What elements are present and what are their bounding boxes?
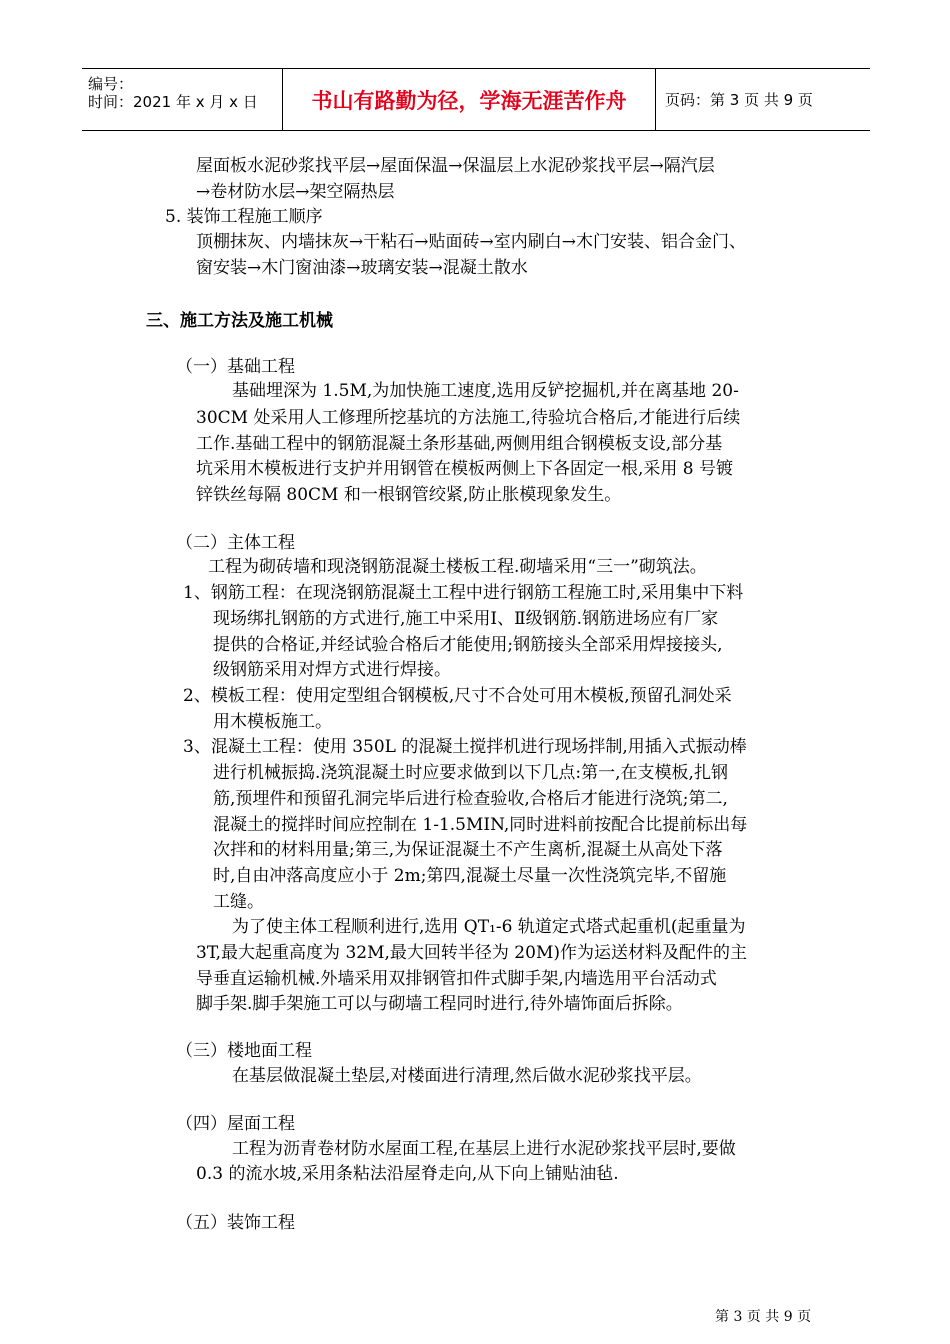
subsection-heading: （四）屋面工程: [176, 1114, 295, 1134]
body-line: 混凝土的搅拌时间应控制在 1-1.5MIN,同时进料前按配合比提前标出每: [213, 815, 748, 835]
body-line: 屋面板水泥砂浆找平层→屋面保温→保温层上水泥砂浆找平层→隔汽层: [196, 156, 715, 176]
body-line: 3T,最大起重高度为 32M,最大回转半径为 20M)作为运送材料及配件的主: [196, 943, 747, 963]
header-page-number: 页码：第 3 页 共 9 页: [665, 91, 813, 109]
document-number-label: 编号：: [88, 75, 134, 93]
body-line: 窗安装→木门窗油漆→玻璃安装→混凝土散水: [196, 258, 528, 278]
body-line: 脚手架.脚手架施工可以与砌墙工程同时进行,待外墙饰面后拆除。: [196, 994, 683, 1014]
document-date-label: 时间：2021 年 x 月 x 日: [88, 93, 258, 111]
subsection-heading: （二）主体工程: [176, 533, 295, 553]
header-meta: [82, 69, 282, 130]
body-line: 工作.基础工程中的钢筋混凝土条形基础,两侧用组合钢模板支设,部分基: [196, 434, 723, 454]
body-line: 工程为沥青卷材防水屋面工程,在基层上进行水泥砂浆找平层时,要做: [232, 1139, 736, 1159]
body-line: 次拌和的材料用量;第三,为保证混凝土不产生离析,混凝土从高处下落: [213, 840, 723, 860]
body-line: 3、混凝土工程：使用 350L 的混凝土搅拌机进行现场拌制,用插入式振动棒: [183, 737, 747, 757]
body-line: 为了使主体工程顺利进行,选用 QT₁-6 轨道定式塔式起重机(起重量为: [232, 917, 746, 937]
body-line: 用木模板施工。: [213, 712, 332, 732]
body-line: 级钢筋采用对焊方式进行焊接。: [213, 660, 451, 680]
page-footer: 第 3 页 共 9 页: [715, 1309, 812, 1325]
body-line: 工程为砌砖墙和现浇钢筋混凝土楼板工程.砌墙采用“三一”砌筑法。: [208, 557, 707, 577]
body-line: 0.3 的流水坡,采用条粘法沿屋脊走向,从下向上铺贴油毡.: [196, 1164, 619, 1184]
body-line: 工缝。: [213, 892, 264, 912]
body-line: 时,自由冲落高度应小于 2m;第四,混凝土尽量一次性浇筑完毕,不留施: [213, 866, 727, 886]
section-heading: 三、施工方法及施工机械: [146, 311, 333, 331]
body-line: →卷材防水层→架空隔热层: [196, 182, 395, 202]
list-item-heading: 5. 装饰工程施工顺序: [165, 207, 323, 227]
subsection-heading: （一）基础工程: [176, 357, 295, 377]
body-line: 现场绑扎钢筋的方式进行,施工中采用Ⅰ、Ⅱ级钢筋.钢筋进场应有厂家: [213, 609, 719, 629]
body-line: 进行机械振捣.浇筑混凝土时应要求做到以下几点:第一,在支模板,扎钢: [213, 763, 728, 783]
body-line: 导垂直运输机械.外墙采用双排钢管扣件式脚手架,内墙选用平台活动式: [196, 969, 717, 989]
body-line: 30CM 处采用人工修理所挖基坑的方法施工,待验坑合格后,才能进行后续: [196, 408, 741, 428]
body-line: 锌铁丝每隔 80CM 和一根钢管绞紧,防止胀模现象发生。: [196, 485, 622, 505]
body-line: 1、钢筋工程：在现浇钢筋混凝土工程中进行钢筋工程施工时,采用集中下料: [183, 583, 744, 603]
page-header: [82, 68, 870, 131]
body-line: 提供的合格证,并经试验合格后才能使用;钢筋接头全部采用焊接接头,: [213, 635, 723, 655]
body-line: 基础埋深为 1.5M,为加快施工速度,选用反铲挖掘机,并在离基地 20-: [232, 381, 739, 401]
body-line: 顶棚抹灰、内墙抹灰→干粘石→贴面砖→室内刷白→木门安装、铝合金门、: [196, 232, 746, 252]
body-line: 筋,预埋件和预留孔洞完毕后进行检查验收,合格后才能进行浇筑;第二,: [213, 789, 728, 809]
body-line: 在基层做混凝土垫层,对楼面进行清理,然后做水泥砂浆找平层。: [232, 1066, 702, 1086]
body-line: 坑采用木模板进行支护并用钢管在模板两侧上下各固定一根,采用 8 号镀: [196, 459, 734, 479]
header-motto: 书山有路勤为径，学海无涯苦作舟: [282, 69, 656, 130]
body-line: 2、模板工程：使用定型组合钢模板,尺寸不合处可用木模板,预留孔洞处采: [183, 686, 732, 706]
subsection-heading: （五）装饰工程: [176, 1213, 295, 1233]
subsection-heading: （三）楼地面工程: [176, 1041, 312, 1061]
